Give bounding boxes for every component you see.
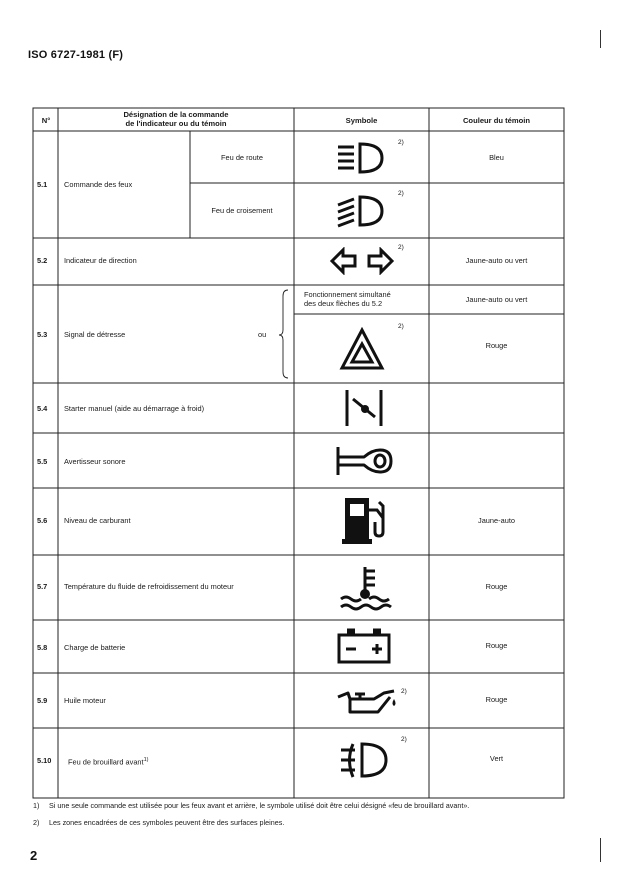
label-footnote-ref: 1) [143, 757, 149, 763]
high-beam-icon [336, 140, 388, 178]
coolant-temperature-icon [338, 563, 392, 613]
row-number: 5.3 [37, 330, 48, 339]
page-number: 2 [30, 848, 38, 863]
fuel-pump-icon [339, 494, 391, 546]
row-label: Signal de détresse [64, 330, 126, 339]
sub-label-high-beam: Feu de route [221, 153, 263, 162]
row-number: 5.2 [37, 256, 48, 265]
oil-can-icon [334, 685, 400, 719]
footnote-ref: 2) [398, 323, 404, 330]
footnote-1 [33, 801, 469, 810]
header-color: Couleur du témoin [462, 116, 531, 125]
hazard-triangle-icon [339, 327, 385, 371]
battery-icon [336, 627, 392, 665]
choke-icon [343, 387, 385, 429]
sub-label-low-beam: Feu de croisement [211, 206, 273, 215]
row-label-text: Feu de brouillard avant [68, 757, 144, 767]
alt-description-line2: des deux flèches du 5.2 [304, 299, 383, 308]
low-beam-icon [336, 193, 388, 231]
row-label: Indicateur de direction [64, 256, 137, 265]
direction-arrows-icon [330, 247, 394, 275]
footnote-2 [33, 818, 284, 827]
row-number: 5.4 [37, 404, 48, 413]
color-value: Jaune-auto ou vert [465, 295, 528, 304]
color-value: Vert [489, 754, 504, 763]
row-label: Charge de batterie [64, 643, 126, 652]
footnote-text: Si une seule commande est utilisée pour les feux avant et arrière, le symbole utilisé doit être celui désigné «feu de brouillard avant». [49, 801, 470, 810]
footnote-label: 1) [33, 801, 40, 810]
color-value: Rouge [485, 582, 508, 591]
color-value: Rouge [485, 641, 508, 650]
row-label: Starter manuel (aide au démarrage à froid) [64, 404, 205, 413]
margin-mark [600, 30, 601, 48]
row-number: 5.6 [37, 516, 48, 525]
footnote-text: Les zones encadrées de ces symboles peuvent être des surfaces pleines. [49, 818, 285, 827]
footnote-ref: 2) [401, 688, 407, 695]
or-label: ou [258, 330, 267, 339]
row-label [68, 756, 149, 766]
footnote-ref: 2) [398, 244, 404, 251]
row-number: 5.9 [37, 696, 48, 705]
color-value: Jaune-auto ou vert [465, 256, 528, 265]
row-label: Huile moteur [64, 696, 106, 705]
footnote-label: 2) [33, 818, 40, 827]
color-value: Bleu [489, 153, 504, 162]
footnote-ref: 2) [398, 190, 404, 197]
front-fog-lamp-icon [338, 740, 394, 782]
row-label: Niveau de carburant [64, 516, 131, 525]
alt-description-line1: Fonctionnement simultané [304, 290, 391, 299]
header-designation-line2: de l'indicateur ou du témoin [125, 119, 227, 128]
row-number: 5.1 [37, 180, 48, 189]
row-number: 5.7 [37, 582, 48, 591]
row-label: Commande des feux [64, 180, 133, 189]
header-designation-line1: Désignation de la commande [123, 110, 229, 119]
color-value: Jaune-auto [478, 516, 515, 525]
header-symbol: Symbole [345, 116, 378, 125]
horn-icon [334, 444, 394, 478]
row-number: 5.10 [37, 756, 52, 765]
row-label: Avertisseur sonore [64, 457, 126, 466]
margin-mark [600, 838, 601, 862]
color-value: Rouge [485, 695, 508, 704]
row-label: Température du fluide de refroidissement du moteur [64, 582, 234, 591]
row-number: 5.8 [37, 643, 48, 652]
document-id: ISO 6727-1981 (F) [28, 49, 124, 61]
header-no: N° [41, 116, 51, 125]
row-number: 5.5 [37, 457, 48, 466]
color-value: Rouge [485, 341, 508, 350]
footnote-ref: 2) [401, 736, 407, 743]
footnote-ref: 2) [398, 139, 404, 146]
